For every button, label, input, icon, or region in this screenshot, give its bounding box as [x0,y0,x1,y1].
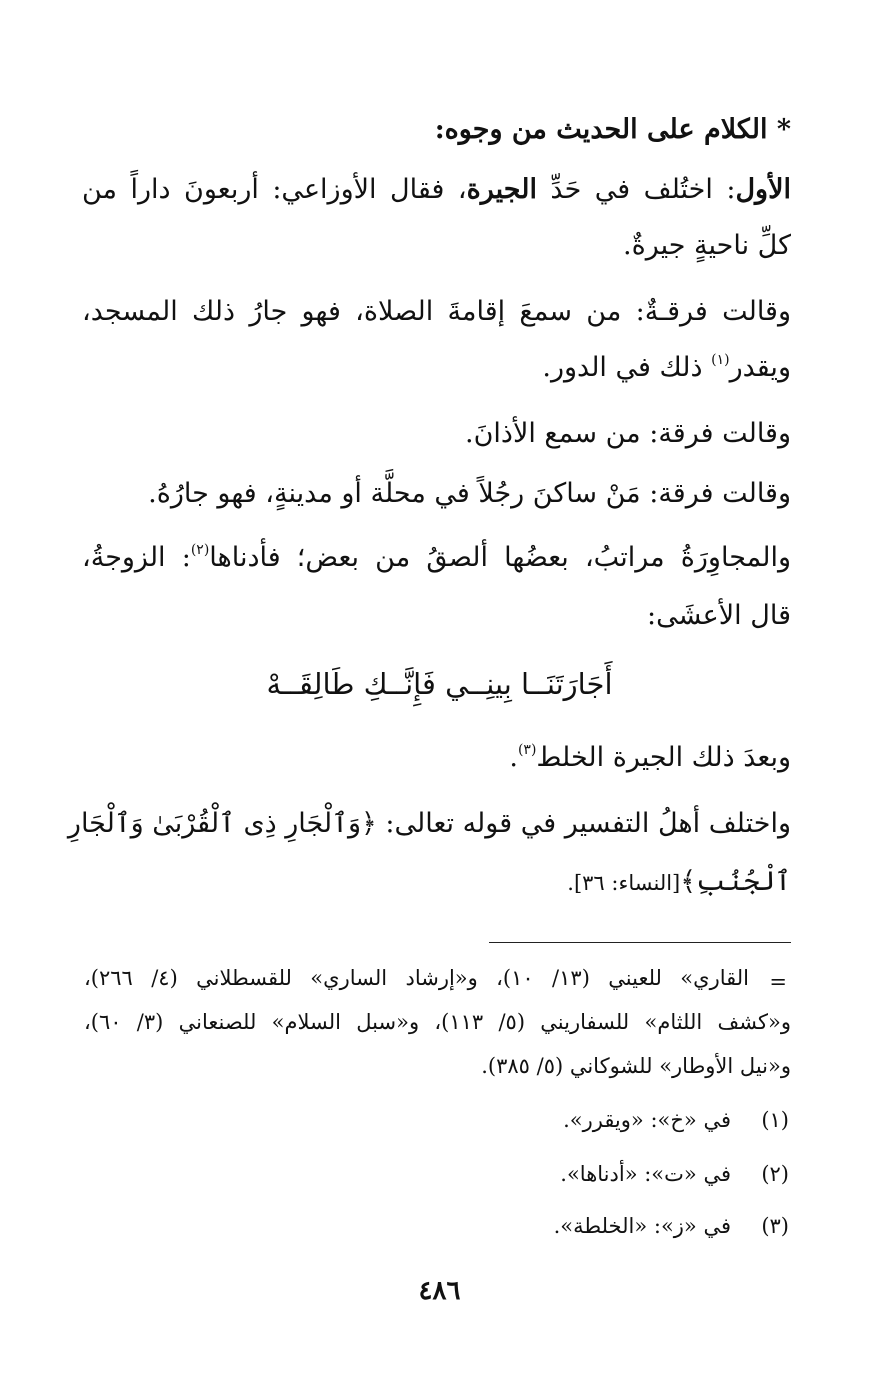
footnote-text: في «ز»: «الخلطة». [553,1214,731,1238]
paragraph-text: . [509,742,518,773]
paragraph-text: ذلك في الدور. [542,352,712,383]
paragraph-lead-word: الأول [735,174,791,205]
paragraph-3-line-1: وقالت فرقة: من سمع الأذانَ. [465,418,791,449]
quran-verse-end: ٱلْجُنُبِ﴾ [680,866,791,897]
paragraph-5-line-1 [82,538,791,578]
paragraph-text: ويقدر [729,352,791,383]
poetry-verse: أَجَارَتَنَــا بِينِــي فَإِنَّــكِ طَالِقَــهْ [266,667,613,701]
paragraph-5-line-2: قال الأعشَى: [646,600,791,631]
paragraph-text: وبعدَ ذلك الجيرة الخلط [536,742,791,773]
paragraph-2-line-1: وقالت فرقـةٌ: من سمعَ إقامةَ الصلاة، فهو جارُ ذلك المسجد، [82,296,791,327]
footnote-text: في «خ»: «ويقرر». [563,1108,731,1132]
paragraph-text: : الزوجةُ، [82,542,191,573]
paragraph-7-line-2 [567,862,791,903]
footnote-number: (٢) [761,1162,789,1186]
section-heading: * الكلام على الحديث من وجوه: [434,114,791,145]
paragraph-7-line-1: واختلف أهلُ التفسير في قوله تعالى: ﴿وَٱلْجَارِ ذِى ٱلْقُرْبَىٰ وَٱلْجَارِ [67,808,791,839]
paragraph-1-line-1 [82,170,791,210]
footnote-ref-1: (١) [711,352,730,368]
footnote-number: (١) [761,1108,789,1132]
paragraph-6-line-1 [509,738,791,778]
footnote-continued-line: و«نيل الأوطار» للشوكاني (٥/ ٣٨٥). [481,1054,791,1078]
page-number: ٤٨٦ [418,1276,461,1306]
footnote-ref-3: (٣) [517,742,537,758]
paragraph-text: ، فقال الأوزاعي: أربعونَ داراً من [82,174,467,205]
paragraph-2-line-2 [542,348,791,388]
footnote-continued-line: و«كشف اللثام» للسفاريني (٥/ ١١٣)، و«سبل السلام» للصنعاني (٣/ ٦٠)، [84,1010,791,1034]
footnote-text: في «ت»: «أدناها». [560,1162,731,1186]
paragraph-1-line-2: كلِّ ناحيةٍ جيرةٌ. [623,230,791,261]
paragraph-text: والمجاوِرَةُ مراتبُ، بعضُها ألصقُ من بعض؛ فأدناها [209,542,791,573]
paragraph-4-line-1: وقالت فرقة: مَنْ ساكنَ رجُلاً في محلَّة أو مدينةٍ، فهو جارُهُ. [148,478,791,509]
footnote-number: (٣) [761,1214,789,1238]
footnote-continuation-marker: = [769,970,787,994]
verse-reference: [النساء: ٣٦]. [567,871,681,895]
bold-term: الجيرة [466,174,537,205]
paragraph-text: : اختُلف في حَدِّ [536,174,736,205]
footnote-separator [489,942,791,943]
footnote-ref-2: (٢) [190,542,210,558]
footnote-continued-line: القاري» للعيني (١٣/ ١٠)، و«إرشاد الساري» للقسطلاني (٤/ ٢٦٦)، [84,966,749,990]
